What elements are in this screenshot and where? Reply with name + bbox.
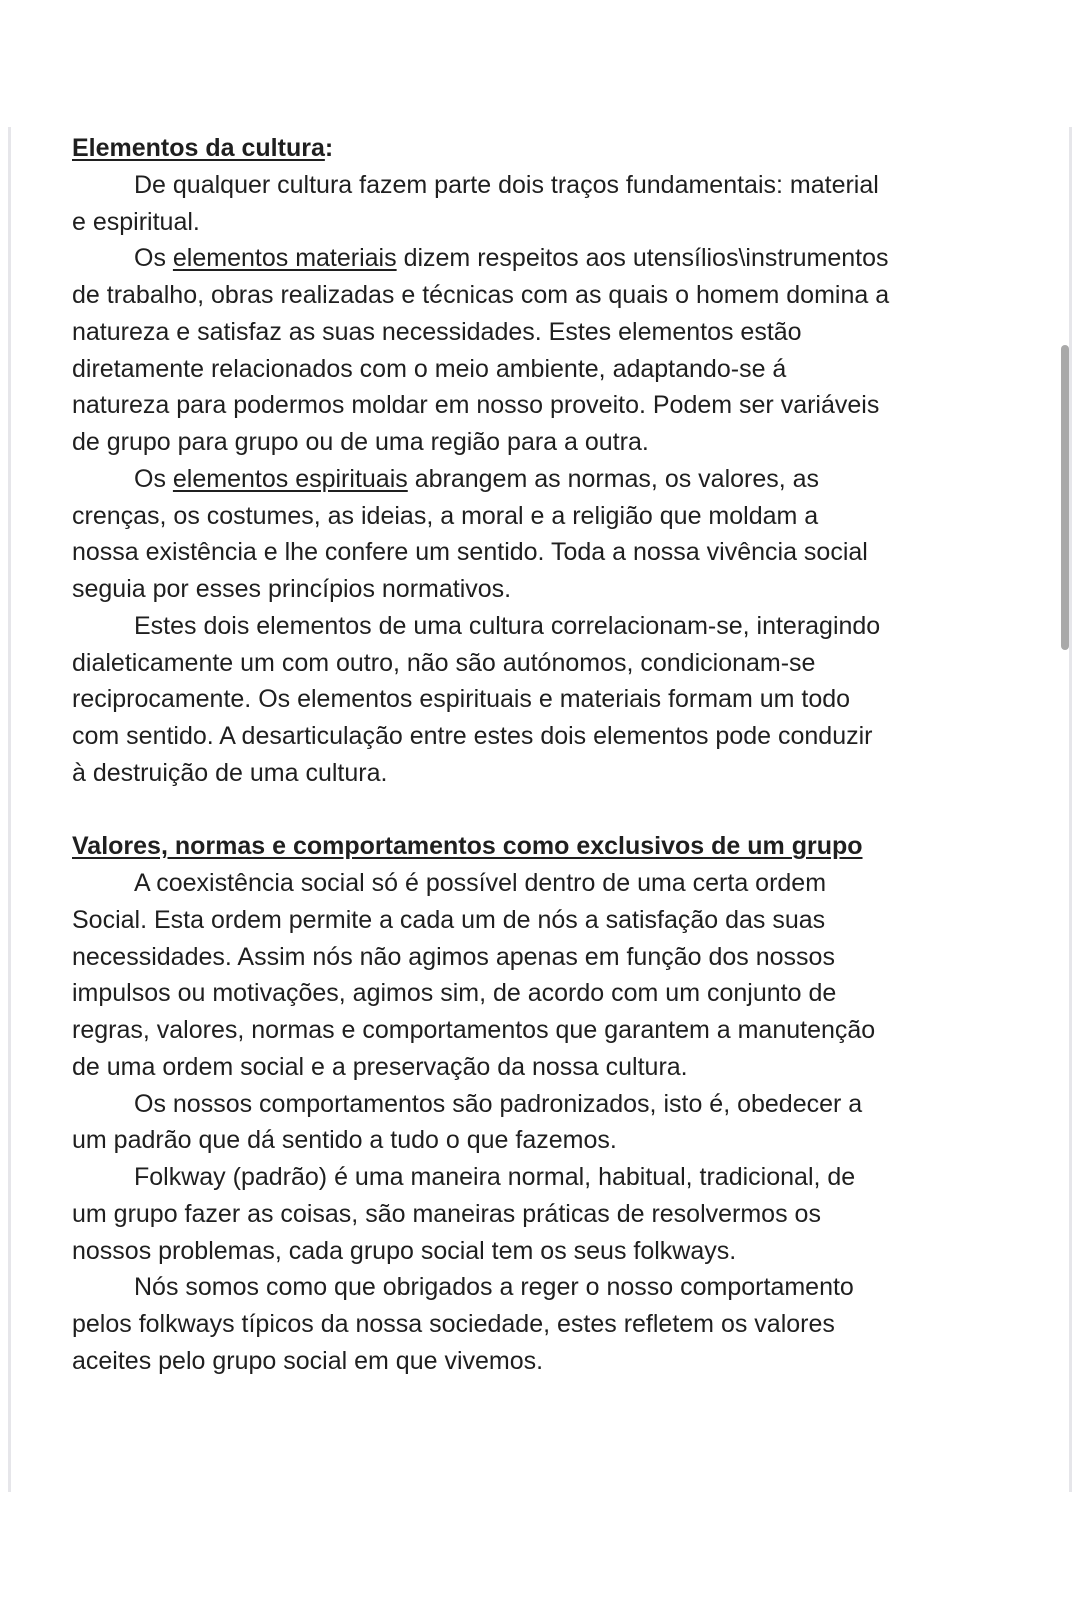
text-run: Os	[134, 244, 173, 273]
text-line	[72, 498, 889, 535]
text-line	[72, 645, 889, 682]
text-run: com sentido. A desarticulação entre estes dois elementos pode conduzir	[72, 722, 873, 750]
text-line	[72, 755, 889, 792]
underlined-term: elementos materiais	[172, 244, 397, 273]
text-line	[72, 939, 889, 976]
heading-text: Valores, normas e comportamentos como exclusivos de um grupo	[72, 832, 863, 861]
text-run: de uma ordem social e a preservação da nossa cultura.	[72, 1052, 688, 1081]
text-run: crenças, os costumes, as ideias, a moral e a religião que moldam a	[72, 501, 819, 530]
text-run: Os nossos comportamentos são padronizados, isto é, obedecer a	[134, 1089, 863, 1118]
text-line	[72, 1086, 889, 1123]
section-heading	[72, 130, 889, 167]
text-line	[72, 240, 889, 277]
text-run: De qualquer cultura fazem parte dois traços fundamentais: material	[134, 170, 879, 199]
text-line	[72, 1196, 889, 1233]
text-run: Nós somos como que obrigados a reger o nosso comportamento	[134, 1273, 854, 1302]
text-run: um grupo fazer as coisas, são maneiras práticas de resolvermos os	[72, 1199, 821, 1228]
text-run: diretamente relacionados com o meio ambiente, adaptando-se á	[72, 354, 787, 383]
heading-text: Elementos da cultura	[72, 134, 325, 162]
text-line	[72, 681, 889, 718]
text-run: seguia por esses princípios normativos.	[72, 575, 512, 603]
text-line	[72, 1159, 889, 1196]
text-line	[72, 718, 889, 755]
text-line	[72, 1306, 889, 1343]
text-line	[72, 387, 889, 424]
text-line	[72, 314, 889, 351]
text-run: abrangem as normas, os valores, as	[407, 464, 820, 493]
text-run: regras, valores, normas e comportamentos que garantem a manutenção	[72, 1016, 876, 1044]
text-run: à destruição de uma cultura.	[72, 758, 388, 787]
text-run: natureza e satisfaz as suas necessidades. Estes elementos estão	[72, 317, 802, 346]
text-line	[72, 1269, 889, 1306]
text-line	[72, 277, 889, 314]
text-run: A coexistência social só é possível dentro de uma certa ordem	[134, 869, 827, 897]
text-line	[72, 534, 889, 571]
text-line	[72, 608, 889, 645]
text-line	[72, 865, 889, 902]
section-heading	[72, 828, 889, 865]
heading-text: :	[324, 134, 334, 162]
text-run: nossos problemas, cada grupo social tem os seus folkways.	[72, 1236, 737, 1265]
text-line	[72, 1012, 889, 1049]
text-run: dialeticamente um com outro, não são autónomos, condicionam-se	[72, 648, 816, 677]
text-line	[72, 902, 889, 939]
underlined-term: elementos espirituais	[172, 464, 408, 493]
text-run: aceites pelo grupo social em que vivemos.	[72, 1346, 544, 1375]
text-run: de grupo para grupo ou de uma região para a outra.	[72, 428, 649, 456]
text-run: Folkway (padrão) é uma maneira normal, habitual, tradicional, de	[134, 1163, 856, 1191]
text-line	[72, 424, 889, 461]
text-line	[72, 571, 889, 608]
text-line	[72, 461, 889, 498]
text-line	[72, 167, 889, 204]
text-run: impulsos ou motivações, agimos sim, de acordo com um conjunto de	[72, 979, 837, 1008]
text-run: pelos folkways típicos da nossa sociedade, estes refletem os valores	[72, 1310, 835, 1338]
text-line	[72, 351, 889, 388]
text-run: de trabalho, obras realizadas e técnicas com as quais o homem domina a	[72, 281, 890, 309]
document-body	[72, 130, 889, 1380]
text-run: Social. Esta ordem permite a cada um de nós a satisfação das suas	[72, 905, 826, 934]
text-run: Estes dois elementos de uma cultura correlacionam-se, interagindo	[134, 611, 881, 640]
text-run: reciprocamente. Os elementos espirituais e materiais formam um todo	[72, 685, 851, 714]
vertical-scrollbar[interactable]	[1061, 345, 1069, 650]
text-run: nossa existência e lhe confere um sentido. Toda a nossa vivência social	[72, 538, 868, 567]
blank-line	[72, 792, 889, 829]
text-line	[72, 1343, 889, 1380]
text-run: necessidades. Assim nós não agimos apenas em função dos nossos	[72, 942, 835, 971]
text-run: dizem respeitos aos utensílios\instrumentos	[396, 244, 889, 273]
text-run: natureza para podermos moldar em nosso proveito. Podem ser variáveis	[72, 391, 880, 420]
text-line	[72, 1122, 889, 1159]
text-line	[72, 1049, 889, 1086]
text-line	[72, 204, 889, 241]
text-line	[72, 1233, 889, 1270]
text-run: e espiritual.	[72, 207, 200, 236]
text-run: Os	[134, 464, 173, 493]
text-run: um padrão que dá sentido a tudo o que fazemos.	[72, 1126, 617, 1155]
text-line	[72, 975, 889, 1012]
